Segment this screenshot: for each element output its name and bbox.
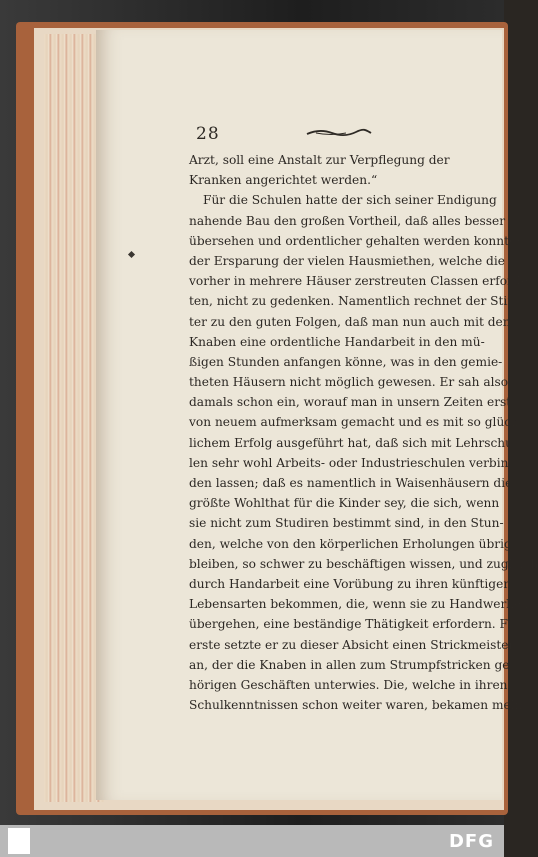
text-line: ter zu den guten Folgen, daß man nun auch mit den [189, 314, 511, 329]
text-line: bleiben, so schwer zu beschäftigen wissen, und zugleich [189, 556, 538, 571]
text-line: an, der die Knaben in allen zum Strumpfstricken ge- [189, 657, 514, 672]
text-line: übersehen und ordentlicher gehalten werden konnte; [189, 233, 521, 248]
text-line: len sehr wohl Arbeits- oder Industrieschulen verbin- [189, 455, 513, 470]
text-line: Kranken angerichtet werden.“ [189, 173, 378, 188]
text-line: ßigen Stunden anfangen könne, was in den gemie- [189, 354, 503, 369]
text-line: durch Handarbeit eine Vorübung zu ihren künftigen [189, 576, 512, 591]
page-text [189, 150, 538, 715]
page-edges [44, 34, 104, 802]
text-line: damals schon ein, worauf man in unsern Zeiten erst [189, 395, 512, 410]
text-line: nahende Bau den großen Vortheil, daß alles besser [189, 213, 506, 228]
text-line: erste setzte er zu dieser Absicht einen Strickmeister [189, 637, 515, 652]
text-line: übergehen, eine beständige Thätigkeit erfordern. Fürs [189, 617, 528, 632]
text-line: Für die Schulen hatte der sich seiner Endigung [203, 193, 497, 208]
text-line: den, welche von den körperlichen Erholungen übrig [189, 536, 512, 551]
text-line: hörigen Geschäften unterwies. Die, welche in ihren [189, 677, 508, 692]
decorative-rule-icon [306, 128, 372, 138]
text-line: von neuem aufmerksam gemacht und es mit so glück- [189, 415, 523, 430]
text-line: größte Wohlthat für die Kinder sey, die sich, wenn [189, 496, 500, 511]
page-number: 28 [196, 124, 220, 144]
text-line: theten Häusern nicht möglich gewesen. Er sah also [189, 375, 509, 390]
text-line: lichem Erfolg ausgeführt hat, daß sich mit Lehrschu- [189, 435, 518, 450]
text-line: den lassen; daß es namentlich in Waisenhäusern die [189, 476, 513, 490]
library-logo-icon [8, 828, 30, 854]
text-line: vorher in mehrere Häuser zerstreuten Classen erforder- [189, 274, 538, 289]
text-line: Knaben eine ordentliche Handarbeit in den mü- [189, 334, 485, 349]
text-line: Arzt, soll eine Anstalt zur Verpflegung der [189, 153, 450, 167]
text-line: Schulkenntnissen schon weiter waren, bekamen mehr, [189, 698, 527, 713]
text-line: ten, nicht zu gedenken. Namentlich rechnet der Stif- [189, 294, 516, 309]
dfg-logo: DFG [448, 831, 494, 852]
text-line: Lebensarten bekommen, die, wenn sie zu Handwerken [189, 597, 529, 612]
viewer-footer [0, 825, 504, 857]
text-line: der Ersparung der vielen Hausmiethen, welche die [189, 253, 505, 268]
text-line: sie nicht zum Studiren bestimmt sind, in den Stun- [189, 516, 504, 531]
